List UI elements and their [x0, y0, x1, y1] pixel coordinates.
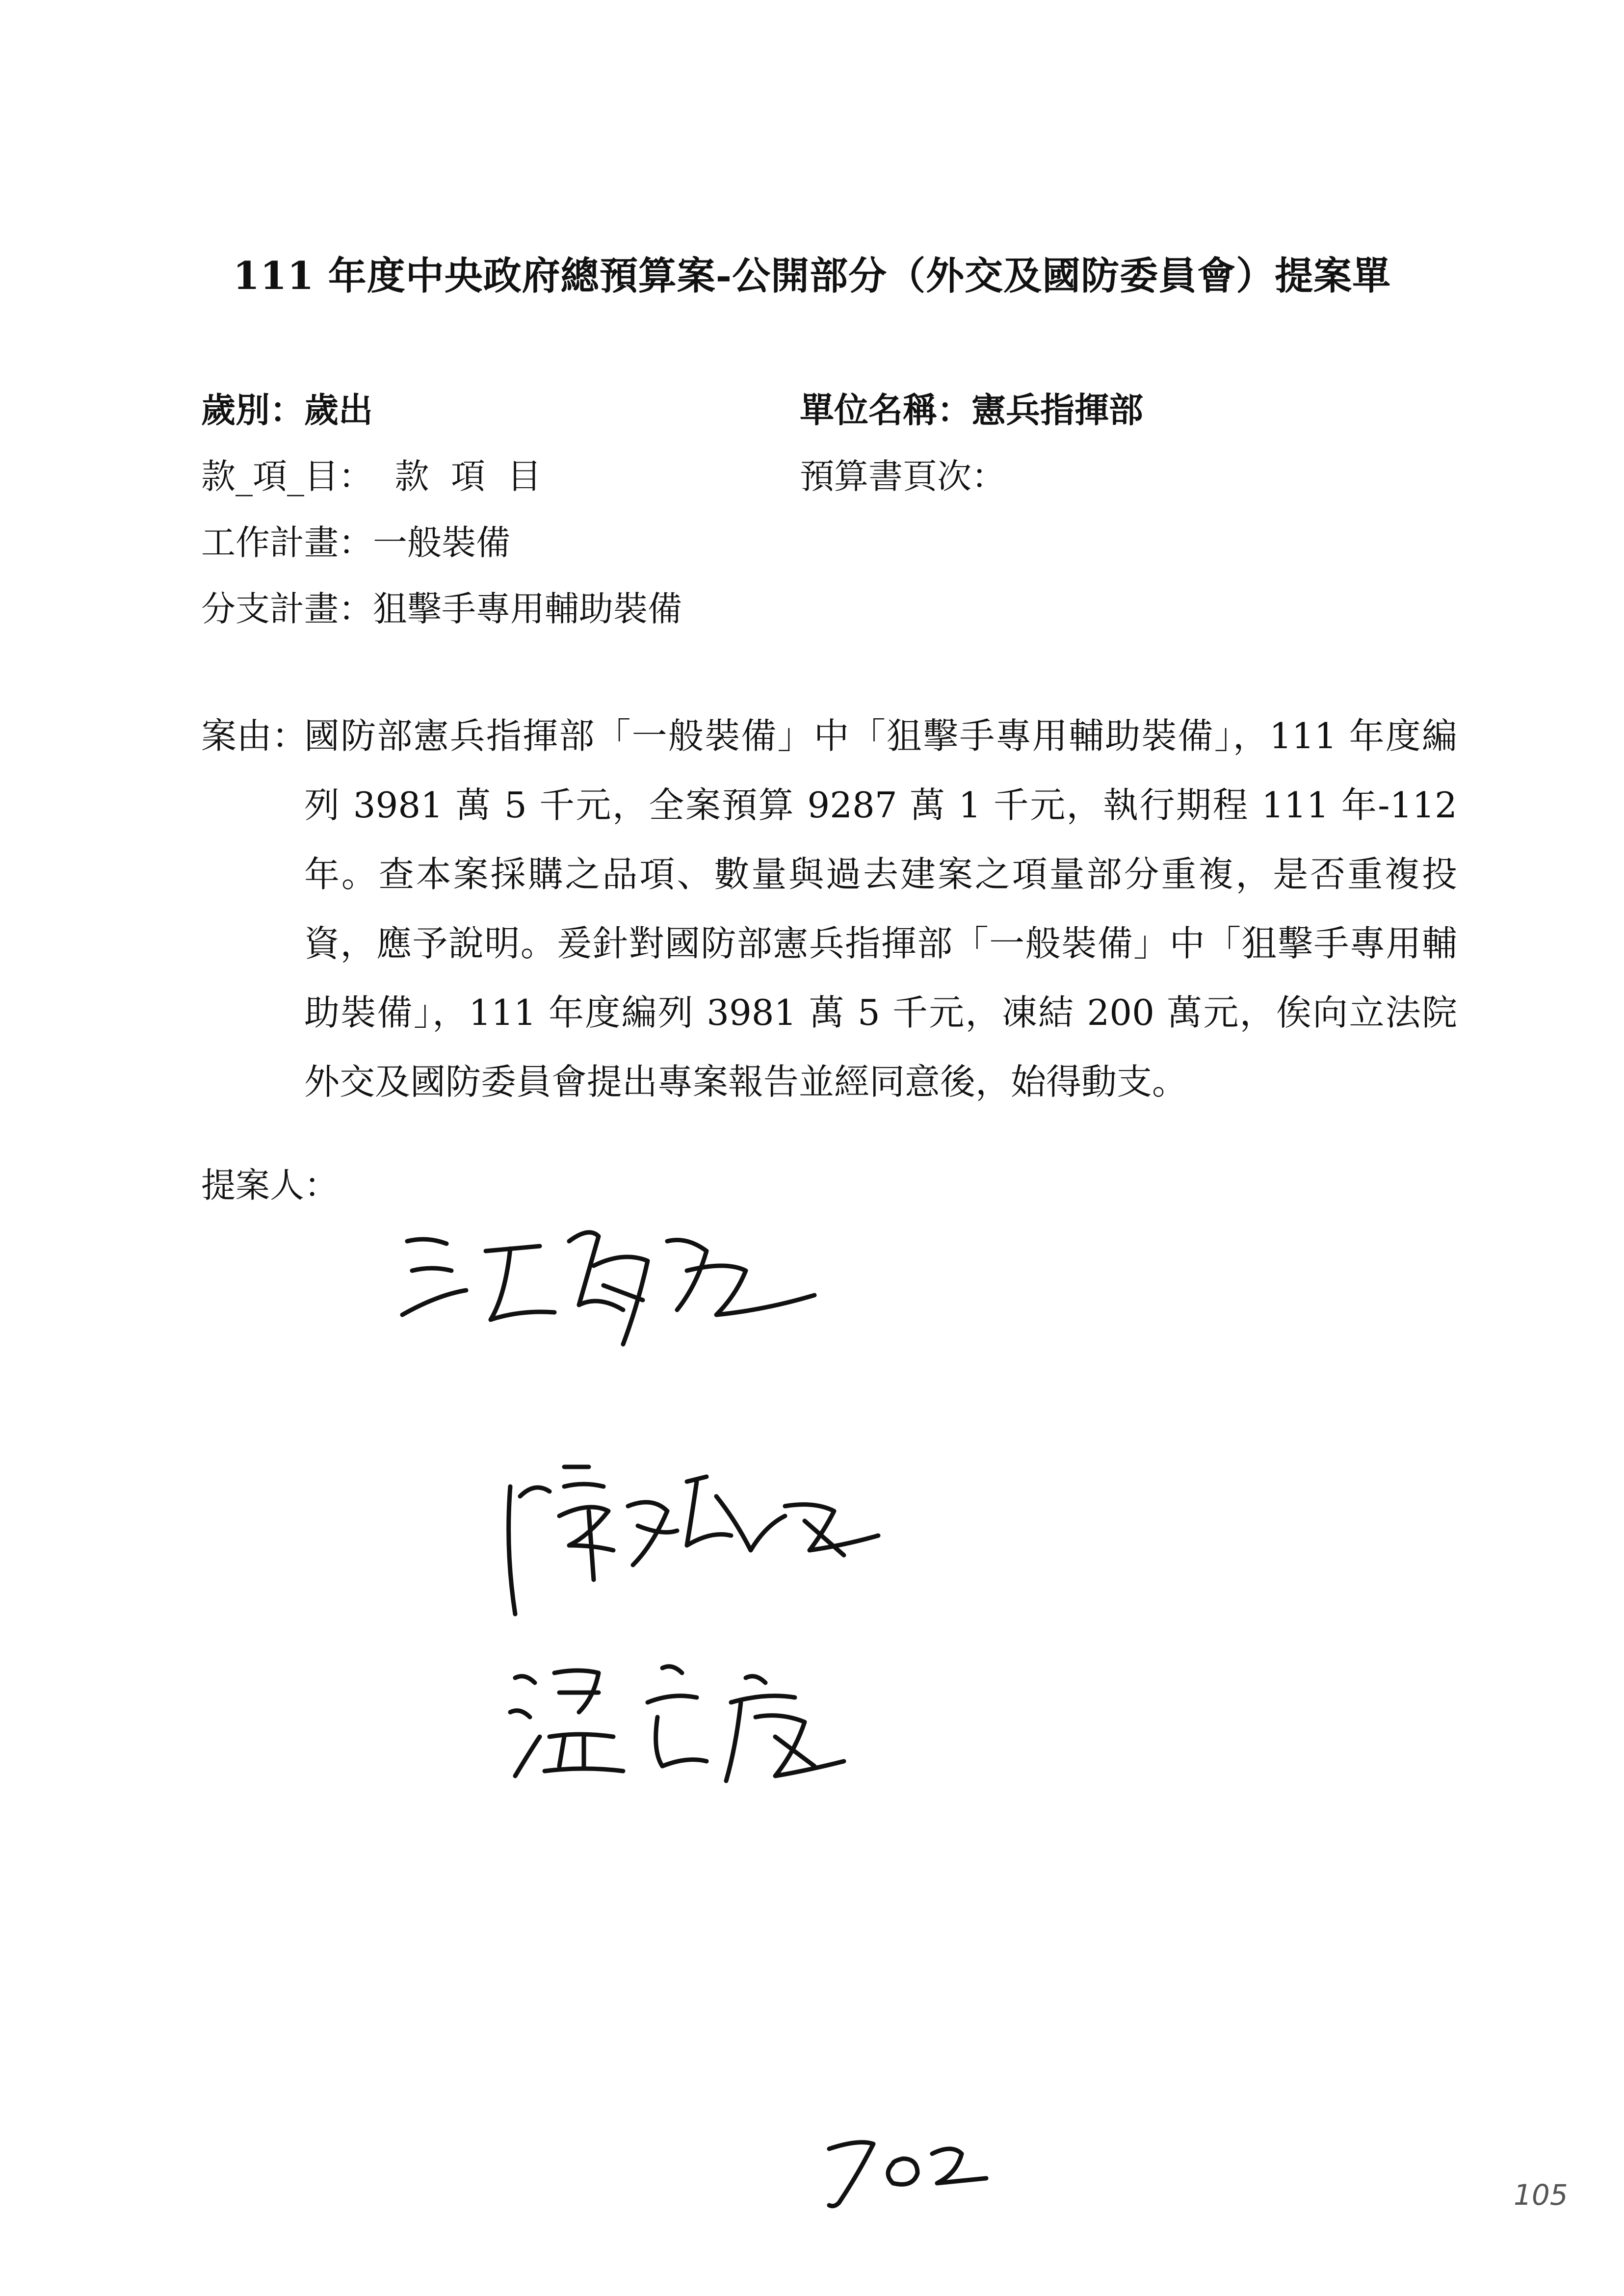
unit-name-field: 單位名稱：憲兵指揮部 — [800, 390, 1143, 430]
proposer-label: 提案人： — [201, 1165, 339, 1205]
corner-page-number: 105 — [1514, 2178, 1568, 2212]
category-field: 歲別：歲出 — [201, 390, 373, 430]
handwritten-page-number — [819, 2119, 996, 2213]
signature-2 — [491, 1452, 908, 1634]
signature-3 — [500, 1639, 893, 1800]
document-title: 111 年度中央政府總預算案-公開部分（外交及國防委員會）提案單 — [233, 254, 1391, 298]
case-text: 國防部憲兵指揮部「一般裝備」中「狙擊手專用輔助裝備」，111 年度編列 3981 萬 5 千元，全案預算 9287 萬 1 千元，執行期程 111 年-112 年。查本案採購之品項、數量與過去建案之項量部分重複，是否重複投資，應予說明。爰針對國防部憲兵指揮部「一般裝備」中「狙擊手專用輔助裝備」，111 年度編列 3981 萬 5 千元，凍結 200 萬元，俟向立法院外交及國防委員會提出專案報告並經同意後，始得動支。 — [304, 715, 1457, 1102]
signature-1 — [393, 1197, 834, 1364]
budget-page-field: 預算書頁次： — [800, 456, 1006, 496]
work-plan-field: 工作計畫：一般裝備 — [201, 522, 510, 563]
case-label: 案由： — [201, 715, 308, 757]
sub-plan-field: 分支計畫：狙擊手專用輔助裝備 — [201, 589, 682, 629]
case-section — [201, 702, 1457, 1117]
item-field: 款_項_目： 款 項 目 — [201, 456, 542, 496]
